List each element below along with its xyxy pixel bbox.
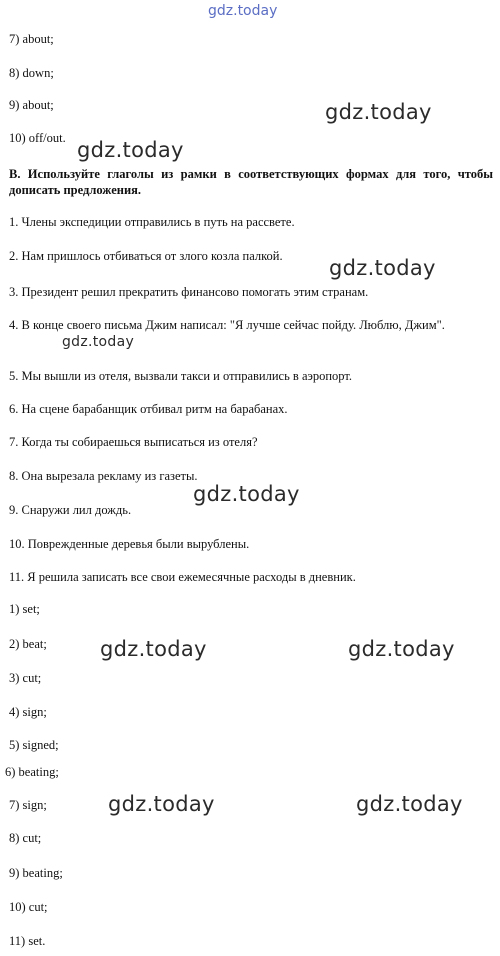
watermark: gdz.today [62, 334, 135, 350]
sentence-line: 5. Мы вышли из отеля, вызвали такси и отправились в аэропорт. [9, 369, 353, 383]
sentence-line: 7. Когда ты собираешься выписаться из отеля? [9, 435, 258, 449]
sentence-line: 10. Поврежденные деревья были вырублены. [9, 537, 250, 551]
sentence-line: 11. Я решила записать все свои ежемесячные расходы в дневник. [9, 570, 356, 584]
section-b-heading: B. Используйте глаголы из рамки в соответствующих формах для того, чтобы дописать предложения. [9, 167, 493, 197]
watermark: gdz.today [77, 138, 184, 162]
answer-line: 2) beat; [9, 637, 47, 651]
sentence-line: 1. Члены экспедиции отправились в путь на рассвете. [9, 215, 295, 229]
watermark: gdz.today [193, 482, 300, 506]
watermark: gdz.today [108, 792, 215, 816]
watermark: gdz.today [100, 637, 207, 661]
watermark: gdz.today [348, 637, 455, 661]
watermark: gdz.today [356, 792, 463, 816]
sentence-line: 2. Нам пришлось отбиваться от злого козла палкой. [9, 249, 283, 263]
answer-line: 11) set. [9, 934, 46, 948]
sentence-line: 9. Снаружи лил дождь. [9, 503, 132, 517]
answer-line: 8) down; [9, 66, 54, 80]
sentence-line: 6. На сцене барабанщик отбивал ритм на барабанах. [9, 402, 288, 416]
answer-line: 3) cut; [9, 671, 42, 685]
answer-line: 6) beating; [5, 765, 59, 779]
watermark-top: gdz.today [208, 3, 278, 19]
watermark: gdz.today [325, 100, 432, 124]
sentence-line: 8. Она вырезала рекламу из газеты. [9, 469, 198, 483]
answer-line: 9) beating; [9, 866, 63, 880]
answer-line: 9) about; [9, 98, 54, 112]
answer-line: 4) sign; [9, 705, 47, 719]
answer-line: 10) cut; [9, 900, 48, 914]
answer-line: 7) sign; [9, 798, 47, 812]
answer-line: 10) off/out. [9, 131, 66, 145]
answer-line: 7) about; [9, 32, 54, 46]
answer-line: 8) cut; [9, 831, 42, 845]
answer-line: 5) signed; [9, 738, 59, 752]
sentence-line: 4. В конце своего письма Джим написал: "Я лучше сейчас пойду. Люблю, Джим". [9, 318, 445, 332]
answer-line: 1) set; [9, 602, 40, 616]
watermark: gdz.today [329, 256, 436, 280]
sentence-line: 3. Президент решил прекратить финансово помогать этим странам. [9, 285, 369, 299]
